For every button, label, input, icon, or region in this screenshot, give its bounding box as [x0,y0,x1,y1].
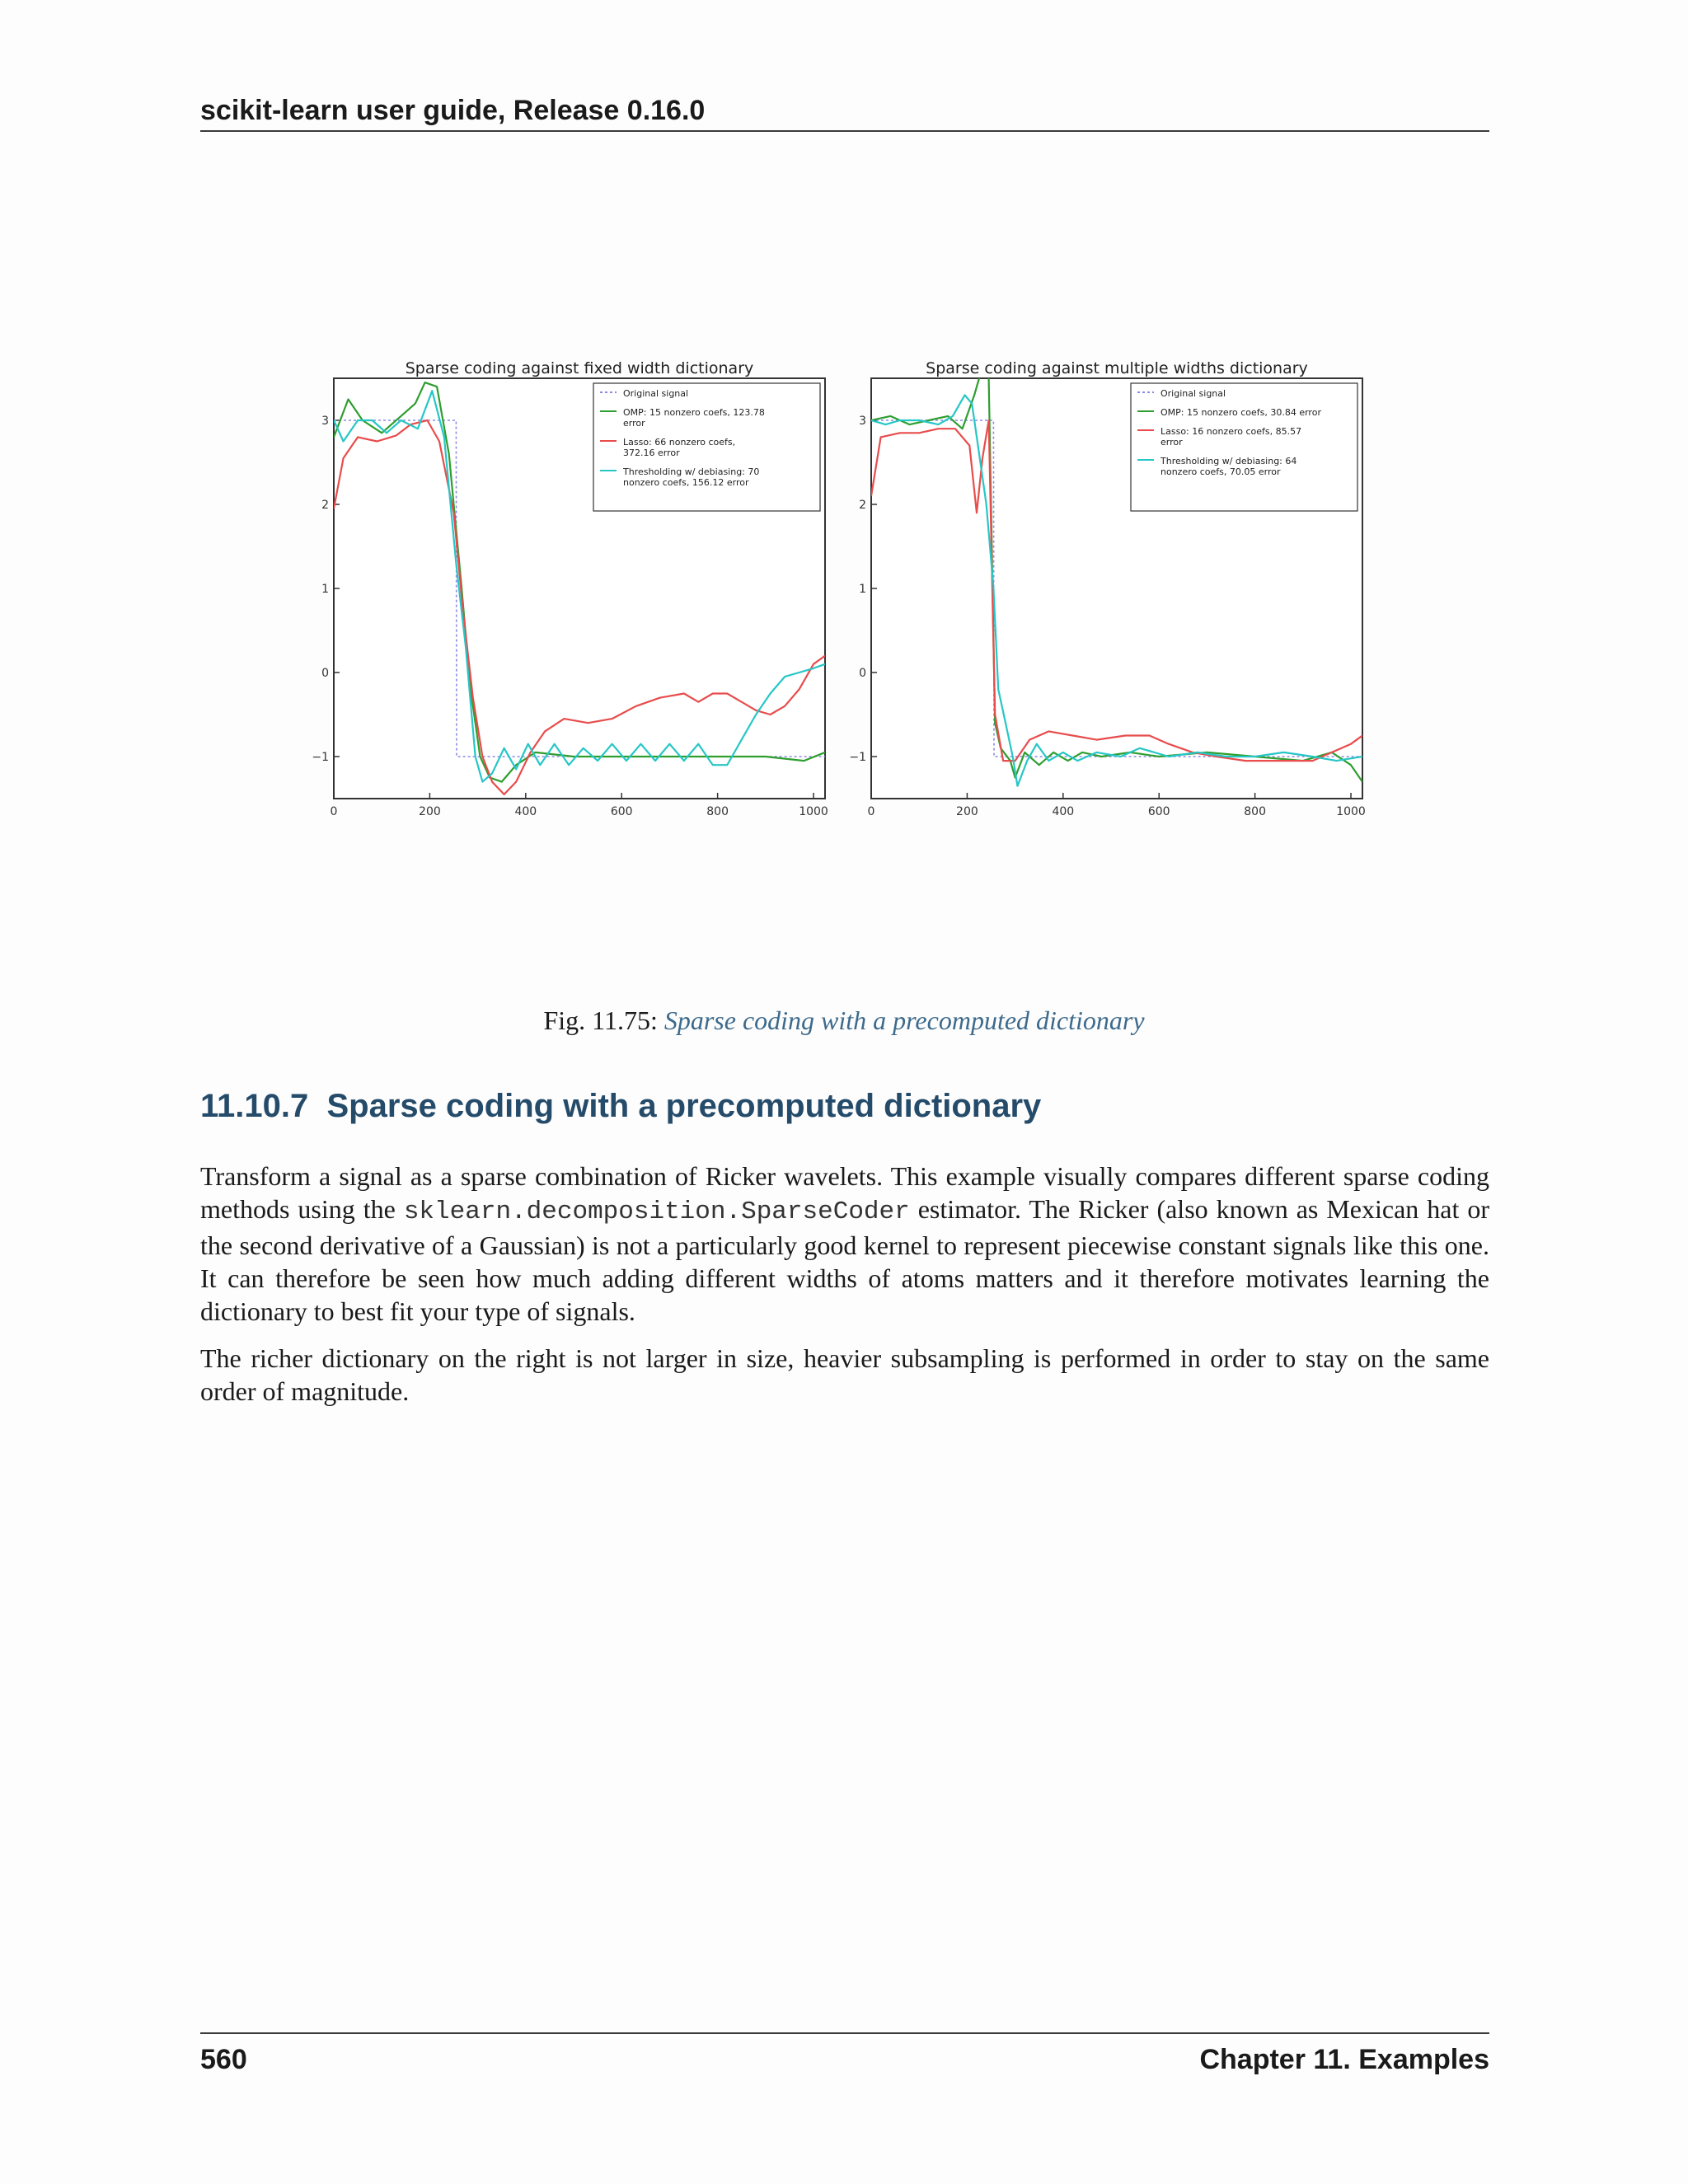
x-tick-label: 200 [419,805,441,818]
y-tick-label: 1 [321,583,329,596]
y-tick-label: 2 [859,499,866,512]
chart-title: Sparse coding against fixed width dictionary [405,359,754,377]
chart-panel-left [312,359,828,818]
legend-label: Original signal [623,388,689,399]
legend-label: OMP: 15 nonzero coefs, 30.84 error [1160,407,1321,418]
y-tick-label: 0 [321,667,329,680]
chapter-label: Chapter 11. Examples [1199,2044,1489,2075]
section-heading [200,1088,1041,1125]
x-tick-label: 600 [610,805,633,818]
legend-label: error [623,418,645,429]
paragraph-1-text-a: Transform a signal as a sparse combination of Ricker wavelets. This example visually compares different sparse coding methods using the [200,1161,1489,1224]
y-tick-label: −1 [849,751,866,764]
y-tick-label: 1 [859,583,866,596]
x-tick-label: 0 [867,805,875,818]
legend-label: OMP: 15 nonzero coefs, 123.78 [623,407,765,418]
footer-rule [200,2032,1489,2034]
legend-label: nonzero coefs, 70.05 error [1160,466,1281,477]
x-tick-label: 1000 [799,805,828,818]
legend-label: Lasso: 16 nonzero coefs, 85.57 [1160,426,1302,437]
caption-prefix: Fig. 11.75: [543,1005,664,1035]
header-rule [200,130,1489,132]
caption-link[interactable]: Sparse coding with a precomputed dictionary [663,1005,1145,1035]
x-tick-label: 0 [330,805,338,818]
legend-label: nonzero coefs, 156.12 error [623,477,749,488]
x-tick-label: 400 [1052,805,1075,818]
running-header-title: scikit-learn user guide, Release 0.16.0 [200,95,706,126]
figure [312,359,1372,828]
x-tick-label: 400 [514,805,537,818]
y-tick-label: 3 [321,415,329,428]
legend-label: 372.16 error [623,448,680,458]
y-tick-label: 0 [859,667,866,680]
chart-panel-right [849,359,1365,818]
x-tick-label: 200 [956,805,978,818]
legend-label: error [1160,437,1183,448]
section-number: 11.10.7 [200,1088,309,1124]
section-title: Sparse coding with a precomputed dictionary [326,1088,1042,1124]
sparse-coding-figure [312,359,1372,828]
paragraph-2: The richer dictionary on the right is not larger in size, heavier subsampling is performed in order to stay on the same order of magnitude. [200,1343,1489,1406]
legend-label: Original signal [1160,388,1226,399]
legend [593,383,820,511]
y-tick-label: 2 [321,499,329,512]
paragraph-1 [200,1160,1489,1328]
legend [1131,383,1357,511]
figure-caption [0,1005,1688,1036]
page-number: 560 [200,2044,247,2075]
sparse-coder-code: sklearn.decomposition.SparseCoder [403,1197,910,1226]
legend-label: Lasso: 66 nonzero coefs, [623,437,736,448]
x-tick-label: 600 [1147,805,1170,818]
chart-title: Sparse coding against multiple widths dictionary [926,359,1308,377]
y-tick-label: −1 [312,751,329,764]
x-tick-label: 800 [1244,805,1266,818]
legend-label: Thresholding w/ debiasing: 70 [623,466,760,477]
x-tick-label: 1000 [1336,805,1366,818]
x-tick-label: 800 [706,805,729,818]
legend-label: Thresholding w/ debiasing: 64 [1160,456,1297,466]
y-tick-label: 3 [859,415,866,428]
paragraph-1-text-b: estimator. The Ricker (also known as Mexican hat or the second derivative of a Gaussian) is not a particularly good kernel to represent piecewise constant signals like this one. It can therefore be seen how much adding different widths of atoms matters and it therefore motivates learning the dictionary to best fit your type of signals. [200,1194,1490,1326]
